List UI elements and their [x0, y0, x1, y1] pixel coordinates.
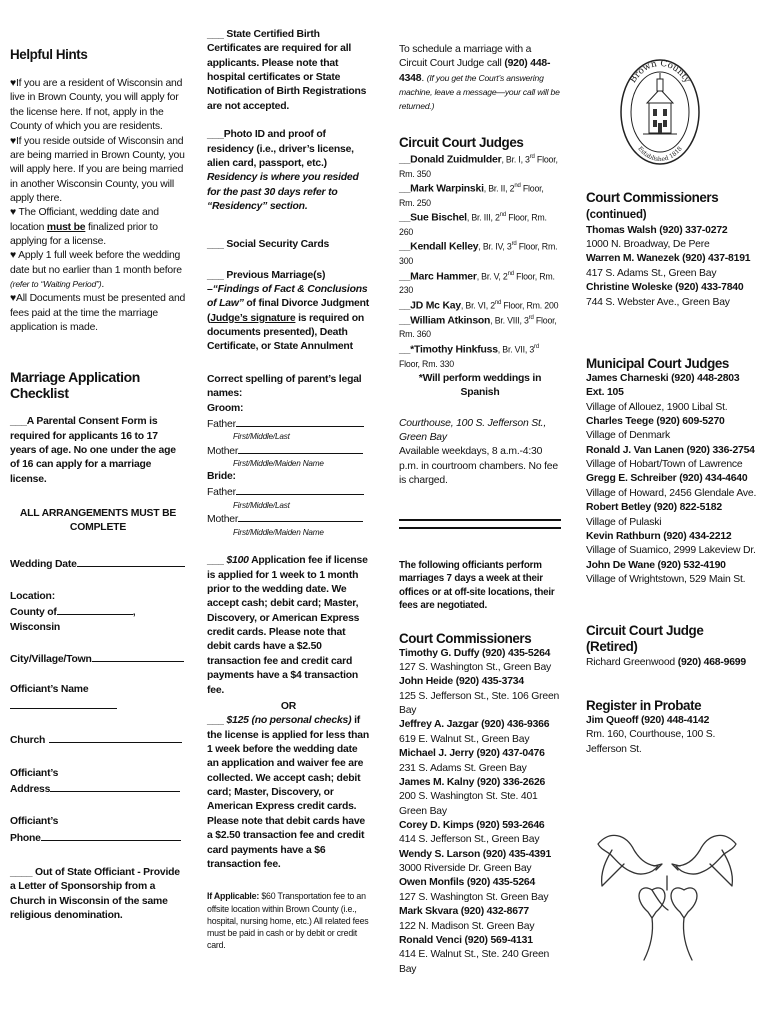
contact-name: Michael J. Jerry (920) 437-0476 [399, 748, 545, 760]
contact-name: Thomas Walsh (920) 337-0272 [586, 224, 728, 236]
spanish-note: *Will perform weddings in Spanish [418, 373, 542, 399]
judge-room: Floor, Rm. 260 [399, 212, 547, 238]
commissioners-continued-title: Court Commissioners (continued) [586, 190, 719, 221]
contact-name: Mark Skvara (920) 432-8677 [399, 906, 529, 918]
probate-name: Jim Queoff (920) 448-4142 [586, 714, 710, 726]
judge-room: Floor, Rm. 230 [399, 271, 555, 296]
contact-name: Christine Woleske (920) 433-7840 [586, 282, 744, 294]
contact-name: Owen Monfils (920) 435-5264 [399, 877, 536, 889]
circuit-judges-title: Circuit Court Judges [399, 134, 524, 150]
judge-branch: , Br. VIII, 3 [490, 315, 529, 326]
contact-name: Kevin Rathburn (920) 434-2212 [586, 530, 732, 542]
judge-name: __*Timothy Hinkfuss [399, 344, 498, 356]
hint-officiant: ♥ The Officiant, wedding date and location must be finalized prior to applying for a license. [10, 207, 159, 248]
svg-text:Established 1818: Established 1818 [636, 145, 684, 164]
county-field: County of , Wisconsin [10, 604, 186, 635]
contact-name: James M. Kalny (920) 336-2626 [399, 776, 546, 788]
retired-judge-title: Circuit Court Judge (Retired) [586, 623, 704, 655]
availability-note: Available weekdays, 8 a.m.-4:30 p.m. in courtroom chambers. No fee is charged. [399, 446, 558, 487]
city-field: City/Village/Town [10, 651, 186, 667]
contact-name: Jeffrey A. Jazgar (920) 436-9366 [399, 719, 550, 731]
fee-rush: ___ $125 (no personal checks) if the license is applied for less than 1 week before the wedding date an application and waiver fee are collected. We accept cash; debit card; Master, Discovery, or American Express credit cards. Please note that debit cards have a $2.50 transaction fee and credit card payments have a $6 transaction fee. [207, 715, 369, 870]
judge-name: __Mark Warpinski [399, 183, 484, 195]
bride-father-field: Father [207, 484, 370, 500]
judge-room: Floor, Rm. 330 [399, 358, 454, 369]
social-security-item: ___ Social Security Cards [207, 239, 330, 251]
contact-name: Ronald Venci (920) 569-4131 [399, 934, 533, 946]
judge-room: Floor, Rm. 250 [399, 183, 544, 208]
officiant-name-field: Officiant’s Name [10, 683, 186, 714]
contact-address: Village of Wrightstown, 529 Main St. [586, 573, 746, 585]
groom-mother-field: Mother [207, 443, 370, 459]
officiant-phone-label: Officiant’s [10, 816, 59, 828]
municipal-judges-title: Municipal Court Judges [586, 355, 729, 371]
judge-floor-suffix: nd [507, 270, 514, 277]
arrangements-heading: ALL ARRANGEMENTS MUST BE COMPLETE [19, 507, 177, 534]
judge-floor-suffix: nd [499, 212, 506, 219]
contact-name: John De Wane (920) 532-4190 [586, 559, 726, 571]
officiants-note: The following officiants perform marriages 7 days a week at their offices or at off-site locations, their fees are negotiated. [399, 559, 555, 612]
officiant-phone-field: Phone [10, 830, 186, 846]
contact-address: Village of Howard, 2456 Glendale Ave. [586, 487, 757, 499]
judge-branch: , Br. V, 2 [476, 271, 508, 282]
bride-mother-hint: First/Middle/Maiden Name [233, 527, 324, 537]
judge-name: __JD Mc Kay [399, 300, 461, 312]
officiant-address-label: Officiant’s [10, 767, 59, 779]
contact-address: Village of Suamico, 2999 Lakeview Dr. [586, 545, 756, 557]
judge-name: __Sue Bischel [399, 212, 467, 224]
contact-address: 231 S. Adams St. Green Bay [399, 762, 527, 774]
column-1 [10, 0, 186, 923]
judge-floor-suffix: nd [494, 299, 502, 306]
contact-address: Village of Denmark [586, 430, 670, 442]
commissioners-list [399, 647, 561, 977]
contact-name: Wendy S. Larson (920) 435-4391 [399, 848, 552, 860]
judge-floor-suffix: rd [511, 241, 517, 248]
doves-icon [592, 820, 742, 970]
judge-name: __William Atkinson [399, 315, 491, 327]
birth-certificate-item: ___ State Certified Birth Certificates are required for all applicants. Please note that hospital certificates or State Notification of Birth Registrations are not accepted. [207, 29, 367, 112]
judge-floor-suffix: rd [529, 153, 535, 160]
judge-branch: , Br. IV, 3 [478, 241, 512, 252]
judge-name: __Kendall Kelley [399, 241, 479, 253]
probate-address: Rm. 160, Courthouse, 100 S. Jefferson St. [586, 729, 716, 755]
judge-branch: , Br. III, 2 [466, 212, 500, 223]
contact-name: James Charneski (920) 448-2803 Ext. 105 [586, 372, 740, 399]
checklist-title: Marriage Application Checklist [10, 368, 140, 402]
contact-name: Ronald J. Van Lanen (920) 336-2754 [586, 444, 755, 456]
helpful-hints-title: Helpful Hints [10, 47, 88, 62]
judge-row [399, 299, 561, 314]
contact-address: 200 S. Washington St. Ste. 401 Green Bay [399, 791, 538, 817]
hint-apply-timing: ♥ Apply 1 full week before the wedding date but no earlier than 1 month before (refer to “Waiting Period”). [10, 250, 182, 291]
contact-address: 414 E. Walnut St., Ste. 240 Green Bay [399, 949, 550, 975]
column-2 [207, 0, 370, 952]
column-4 [586, 0, 758, 757]
bride-mother-field: Mother [207, 511, 370, 527]
judge-row [399, 343, 561, 372]
location-label: Location: [10, 591, 55, 603]
contact-address: 125 S. Jefferson St., Ste. 106 Green Bay [399, 690, 560, 717]
groom-label: Groom: [207, 402, 244, 414]
church-field: Church [10, 732, 186, 748]
retired-judge-entry: Richard Greenwood (920) 468-9699 [586, 656, 746, 668]
judge-floor-suffix: nd [514, 183, 521, 190]
contact-address: 414 S. Jefferson St., Green Bay [399, 834, 540, 846]
contact-name: John Heide (920) 435-3734 [399, 676, 524, 688]
judge-row [399, 211, 561, 240]
officiant-address-field: Address [10, 781, 186, 797]
contact-name: Charles Teege (920) 609-5270 [586, 416, 725, 428]
fee-or: OR [280, 700, 297, 712]
contact-address: 417 S. Adams St., Green Bay [586, 267, 717, 279]
judge-room: Floor, Rm. 300 [399, 241, 558, 267]
out-of-state-item: ____ Out of State Officiant - Provide a Letter of Sponsorship from a Church in Wisconsin of the same religious denomination. [10, 866, 180, 922]
residency-note: Residency is where you resided for the past 30 days refer to “Residency” section. [207, 172, 359, 212]
contact-address: 619 E. Walnut St., Green Bay [399, 733, 530, 745]
judge-floor-suffix: rd [528, 314, 534, 321]
contact-address: 127 S. Washington St., Green Bay [399, 662, 552, 674]
judges-list [399, 153, 561, 372]
judge-branch: , Br. II, 2 [483, 183, 515, 194]
court-commissioners-title: Court Commissioners [399, 630, 532, 646]
commissioners-continued-list [586, 224, 758, 310]
bride-father-hint: First/Middle/Last [233, 500, 290, 510]
fee-standard: ___ $100 Application fee if license is applied for 1 week to 1 month prior to the wedding date. We accept cash; debit card; Master, Discovery, or American Express credit cards. Please note that debit cards have a $2.50 transaction fee and credit card payments have a $4 transaction fee. [207, 555, 368, 696]
contact-name: Timothy G. Duffy (920) 435-5264 [399, 647, 551, 659]
judge-row [399, 182, 561, 211]
courthouse-address: Courthouse, 100 S. Jefferson St., Green Bay [399, 417, 547, 444]
doves-hearts-illustration [592, 820, 742, 970]
column-3 [399, 0, 561, 977]
contact-address: 122 N. Madison St. Green Bay [399, 920, 535, 932]
previous-marriage-item: ___ Previous Marriage(s) –“Findings of Fact & Conclusions of Law” of final Divorce Judgment (Judge’s signature is required on documents presented), Death Certificate, or State Annulment [207, 269, 369, 353]
hint-nonresident: ♥If you reside outside of Wisconsin and are being married in Brown County, you will apply here. If you are being married in another Wisconsin County, you will apply there. [10, 135, 185, 204]
judge-room: Floor, Rm. 200 [501, 300, 559, 311]
contact-name: Warren M. Wanezek (920) 437-8191 [586, 253, 751, 265]
groom-father-field: Father [207, 416, 370, 432]
probate-title: Register in Probate [586, 697, 702, 713]
contact-address: Village of Pulaski [586, 516, 662, 528]
contact-name: Gregg E. Schreiber (920) 434-4640 [586, 473, 748, 485]
parents-names-title: Correct spelling of parent’s legal names: [207, 373, 362, 400]
hint-documents: ♥All Documents must be presented and fees paid at the time the marriage application is made. [10, 293, 186, 334]
judge-row [399, 240, 561, 269]
municipal-judges-list [586, 372, 758, 587]
judge-row [399, 153, 561, 182]
judge-name: __Donald Zuidmulder [399, 154, 502, 166]
wedding-date-field: Wedding Date [10, 556, 186, 572]
hint-resident: ♥If you are a resident of Wisconsin and live in Brown County, you will apply for the license here. If not, apply in the County of which you are residents. [10, 78, 183, 133]
judge-floor-suffix: rd [534, 343, 539, 350]
svg-text:Brown County: Brown County [628, 58, 692, 86]
consent-item: ___A Parental Consent Form is required for applicants 16 to 17 years of age. No one under the age of 16 can apply for a marriage license. [10, 416, 176, 485]
judge-branch: , Br. VI, 2 [460, 300, 495, 311]
bride-label: Bride: [207, 470, 236, 482]
judge-room: Floor, Rm. 360 [399, 315, 557, 340]
contact-address: Village of Allouez, 1900 Libal St. [586, 401, 728, 413]
contact-address: 1000 N. Broadway, De Pere [586, 239, 710, 251]
photo-id-item: ___Photo ID and proof of residency (i.e., driver’s license, alien card, passport, etc.) [207, 129, 354, 169]
contact-address: 127 S. Washington St. Green Bay [399, 891, 549, 903]
judge-row [399, 314, 561, 343]
contact-name: Robert Betley (920) 822-5182 [586, 502, 722, 514]
judge-name: __Marc Hammer [399, 271, 477, 283]
transport-fee-note: If Applicable: $60 Transportation fee to an offsite location within Brown County (i.e., hospital, nursing home, etc.) All related fees must be paid in cash or by debit or credit card. [207, 891, 369, 951]
contact-name: Corey D. Kimps (920) 593-2646 [399, 819, 545, 831]
groom-mother-hint: First/Middle/Maiden Name [233, 459, 324, 469]
schedule-note: To schedule a marriage with a Circuit Court Judge call (920) 448-4348. (If you get the Court’s answering machine, leave a message—your call will be returned.) [399, 44, 560, 112]
contact-address: Village of Hobart/Town of Lawrence [586, 459, 743, 471]
judge-room: Floor, Rm. 350 [399, 154, 558, 179]
contact-address: 744 S. Webster Ave., Green Bay [586, 296, 730, 308]
judge-row [399, 270, 561, 299]
contact-address: 3000 Riverside Dr. Green Bay [399, 863, 532, 875]
groom-father-hint: First/Middle/Last [233, 432, 290, 442]
double-rule-divider [399, 519, 561, 533]
judge-branch: , Br. I, 3 [501, 154, 530, 165]
judge-branch: , Br. VII, 3 [497, 344, 535, 355]
